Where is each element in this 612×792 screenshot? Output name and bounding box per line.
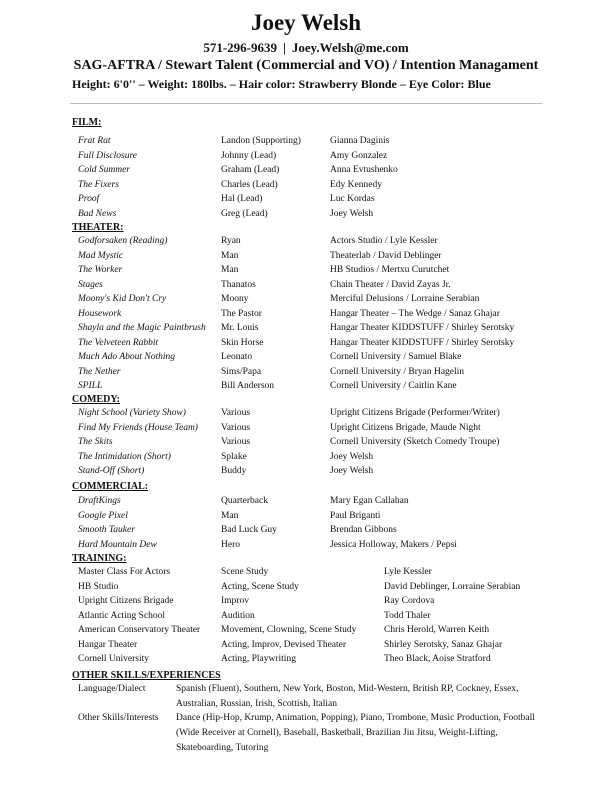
training-title: American Conservatory Theater [78, 625, 201, 635]
comedy-title: The Skits [78, 437, 113, 447]
theater-role: Moony [221, 294, 249, 304]
training-role: Acting, Improv, Devised Theater [221, 639, 347, 650]
commercial-title: DraftKings [78, 496, 121, 506]
training-title: Hangar Theater [78, 639, 138, 650]
comedy-credit: Joey Welsh [330, 466, 374, 476]
film-title: Bad News [78, 208, 117, 219]
contact-line [0, 40, 612, 56]
comedy-role: Various [221, 422, 251, 433]
theater-role: Skin Horse [221, 337, 264, 348]
commercial-credit: Brendan Gibbons [330, 525, 397, 535]
theater-title: Housework [78, 308, 122, 319]
theater-credit: Hangar Theater KIDDSTUFF / Shirley Serotsky [330, 323, 515, 333]
film-role: Hal (Lead) [221, 194, 263, 204]
training-credit: Ray Cordova [384, 596, 435, 606]
training-role: Acting, Scene Study [221, 581, 299, 592]
training-credit: Todd Thaler [384, 610, 431, 621]
theater-role: Ryan [221, 236, 241, 246]
film-title: Full Disclosure [78, 150, 138, 161]
training-credit: Chris Herold, Warren Keith [384, 625, 490, 635]
physical-stats: Height: 6'0'' – Weight: 180lbs. – Hair color: Strawberry Blonde – Eye Color: Blue [72, 77, 491, 91]
representation-line: SAG-AFTRA / Stewart Talent (Commercial and VO) / Intention Managament [73, 58, 539, 73]
commercial-credit: Paul Briganti [330, 510, 381, 521]
commercial-title: Smooth Tauker [78, 525, 135, 535]
film-title: Proof [78, 194, 100, 204]
theater-credit: Merciful Delusions / Lorraine Serabian [330, 294, 480, 304]
commercial-role: Quarterback [221, 496, 268, 506]
theater-role: Man [221, 265, 239, 275]
training-role: Audition [221, 610, 255, 621]
section-title-skills: OTHER SKILLS/EXPERIENCES [72, 670, 221, 681]
film-title: The Fixers [78, 179, 119, 190]
section-title-film: FILM: [72, 117, 102, 128]
comedy-title: Stand-Off (Short) [78, 466, 145, 476]
section-title-commercial: COMMERCIAL: [72, 481, 149, 492]
theater-role: Sims/Papa [221, 366, 262, 377]
film-role: Johnny (Lead) [221, 150, 277, 161]
theater-title: The Velveteen Rabbit [78, 337, 159, 348]
film-role: Landon (Supporting) [221, 136, 301, 146]
film-credit: Luc Kordas [330, 194, 375, 204]
other-skills-label: Other Skills/Interests [78, 713, 159, 723]
commercial-role: Man [221, 510, 239, 521]
film-credit: Anna Evtushenko [330, 165, 398, 175]
film-title: Cold Summer [78, 165, 130, 175]
training-credit: Shirley Serotsky, Sanaz Ghajar [384, 639, 503, 650]
film-title: Frat Rat [78, 136, 111, 146]
theater-credit: Cornell University / Caitlin Kane [330, 381, 457, 391]
training-title: HB Studio [78, 581, 119, 592]
film-role: Greg (Lead) [221, 208, 268, 219]
theater-credit: Cornell University / Samuel Blake [330, 352, 462, 362]
training-credit: Theo Black, Aoise Stratford [384, 654, 491, 664]
comedy-role: Various [221, 408, 251, 418]
theater-role: Leonato [221, 352, 253, 362]
film-role: Graham (Lead) [221, 165, 280, 175]
comedy-title: Find My Friends (House Team) [78, 422, 198, 433]
comedy-credit: Cornell University (Sketch Comedy Troupe) [330, 437, 500, 447]
theater-title: The Worker [78, 265, 123, 275]
theater-title: Shayla and the Magic Paintbrush [78, 323, 206, 333]
theater-title: SPILL [78, 381, 103, 391]
comedy-credit: Upright Citizens Brigade (Performer/Writer) [330, 408, 500, 418]
theater-title: The Nether [78, 366, 121, 377]
section-title-comedy: COMEDY: [72, 394, 120, 405]
section-title-training: TRAINING: [72, 553, 127, 564]
commercial-credit: Mary Egan Callahan [330, 496, 409, 506]
email-address: Joey.Welsh@me.com [291, 40, 409, 55]
theater-credit: Hangar Theater KIDDSTUFF / Shirley Serotsky [330, 337, 515, 348]
comedy-role: Buddy [221, 466, 247, 476]
language-text: Spanish (Fluent), Southern, New York, Boston, Mid-Western, British RP, Cockney, Essex, Australian, Russian, Irish, Scottish, Italian [176, 684, 519, 709]
theater-credit: Hangar Theater – The Wedge / Sanaz Ghajar [330, 308, 500, 319]
training-role: Movement, Clowning, Scene Study [221, 625, 357, 635]
training-role: Acting, Playwriting [221, 654, 296, 664]
language-label: Language/Dialect [78, 684, 146, 694]
training-title: Master Class For Actors [78, 567, 171, 577]
commercial-role: Bad Luck Guy [221, 525, 277, 535]
theater-role: Man [221, 250, 239, 261]
theater-title: Much Ado About Nothing [78, 352, 176, 362]
theater-credit: Actors Studio / Lyle Kessler [330, 236, 438, 246]
comedy-title: Night School (Variety Show) [78, 408, 186, 418]
training-credit: David Deblinger, Lorraine Serabian [384, 581, 521, 592]
theater-title: Mad Mystic [78, 250, 124, 261]
theater-title: Moony's Kid Don't Cry [78, 294, 167, 304]
section-title-theater: THEATER: [72, 222, 124, 233]
comedy-credit: Upright Citizens Brigade, Maude Night [330, 422, 481, 433]
training-credit: Lyle Kessler [384, 567, 432, 577]
phone-number: 571-296-9639 [203, 40, 277, 55]
training-title: Atlantic Acting School [78, 610, 166, 621]
header-divider [70, 103, 542, 104]
theater-credit: Theaterlab / David Deblinger [330, 250, 442, 261]
other-skills-text: Dance (Hip-Hop, Krump, Animation, Popping), Piano, Trombone, Music Production, Football (Wide Receiver at Cornell), Baseball, Basketball, Brazilian Jiu Jitsu, Weight-Lifting, Skateboarding, Tutoring [176, 713, 535, 753]
training-title: Cornell University [78, 654, 149, 664]
comedy-credit: Joey Welsh [330, 451, 374, 462]
film-credit: Amy Gonzalez [330, 150, 388, 161]
commercial-title: Hard Mountain Dew [78, 539, 157, 550]
film-credit: Gianna Daginis [330, 136, 390, 146]
film-role: Charles (Lead) [221, 179, 278, 190]
theater-title: Stages [78, 279, 103, 290]
theater-credit: Cornell University / Bryan Hagelin [330, 366, 465, 377]
contact-separator: | [283, 40, 286, 55]
film-credit: Joey Welsh [330, 208, 374, 219]
theater-title: Godforsaken (Reading) [78, 236, 168, 246]
training-role: Improv [221, 596, 249, 606]
commercial-credit: Jessica Holloway, Makers / Pepsi [330, 539, 457, 550]
training-title: Upright Citizens Brigade [78, 596, 174, 606]
actor-name: Joey Welsh [250, 10, 362, 35]
comedy-role: Splake [221, 451, 247, 462]
commercial-role: Hero [221, 539, 240, 550]
theater-credit: HB Studios / Mertxu Curutchet [330, 265, 450, 275]
theater-role: Thanatos [221, 279, 256, 290]
commercial-title: Google Pixel [78, 510, 128, 521]
comedy-role: Various [221, 437, 251, 447]
theater-credit: Chain Theater / David Zayas Jr. [330, 279, 451, 290]
film-credit: Edy Kennedy [330, 179, 382, 190]
training-role: Scene Study [221, 567, 269, 577]
comedy-title: The Intimidation (Short) [78, 451, 171, 462]
theater-role: Mr. Louis [221, 323, 259, 333]
theater-role: The Pastor [221, 308, 262, 319]
theater-role: Bill Anderson [221, 381, 275, 391]
